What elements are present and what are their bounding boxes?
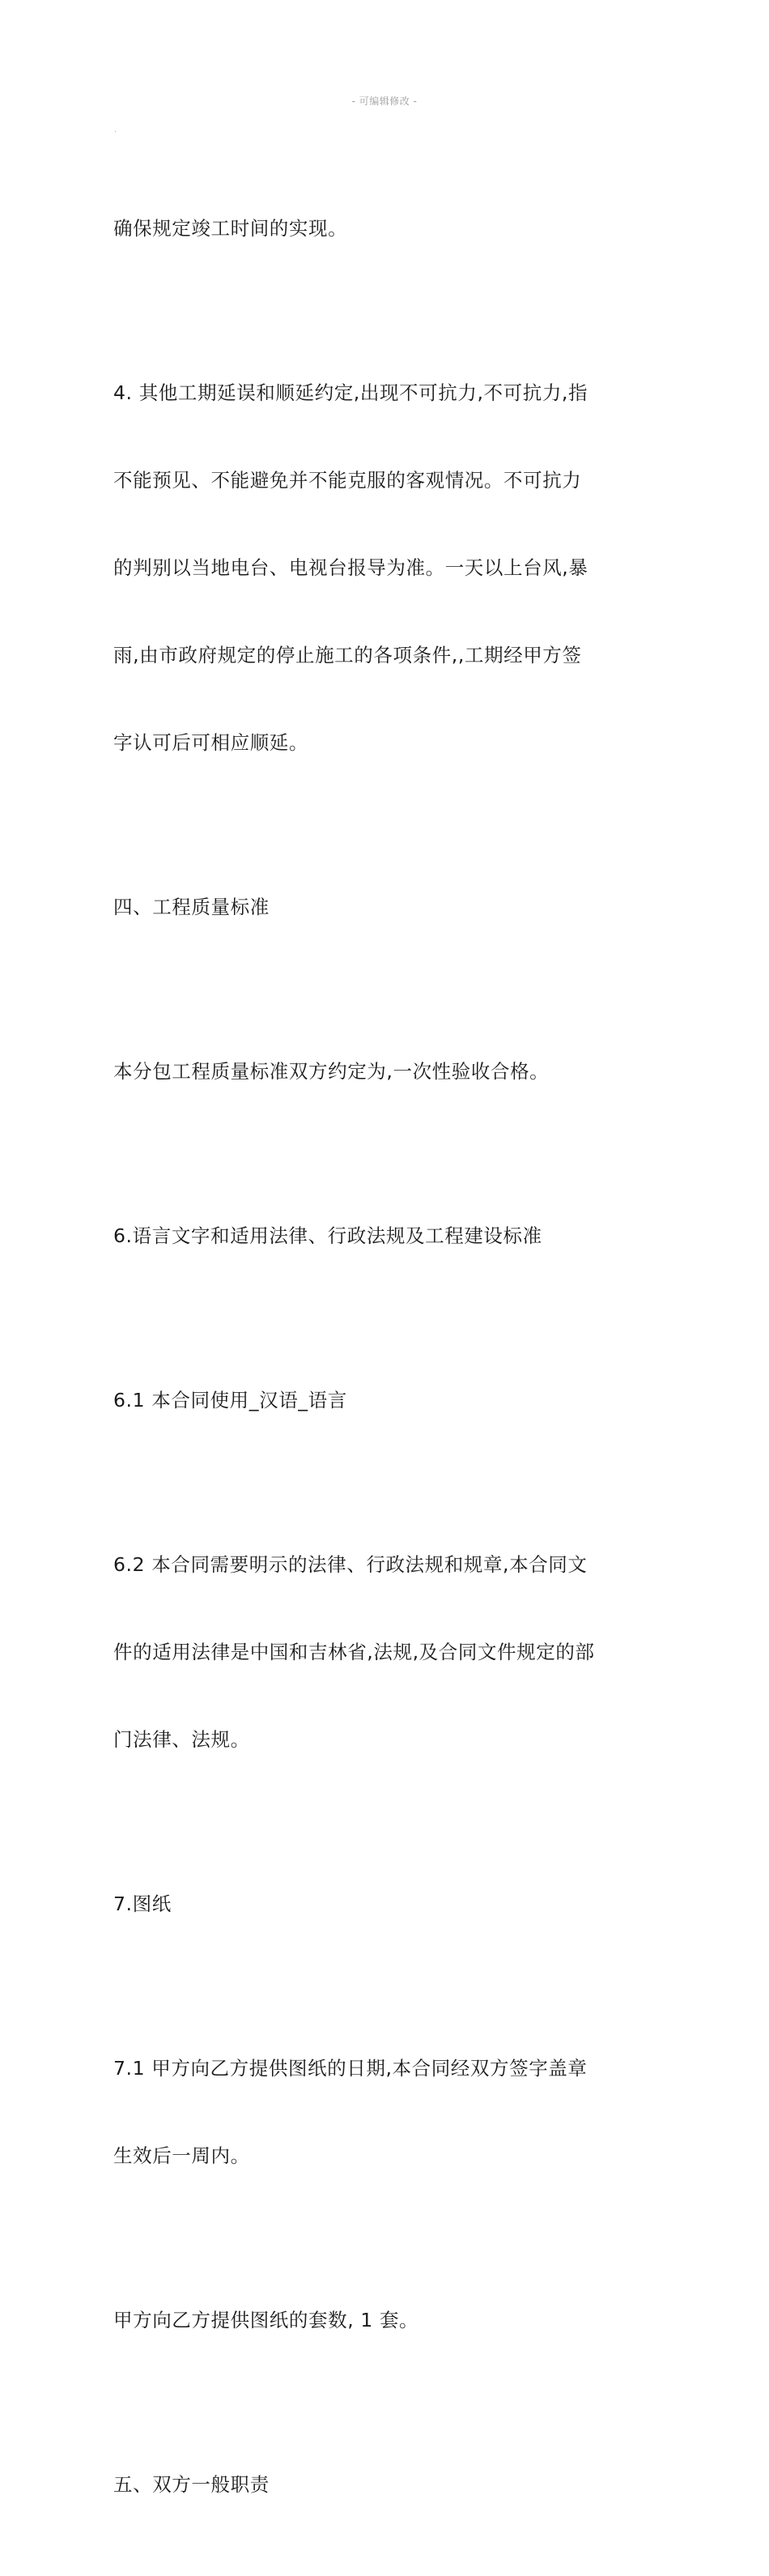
paragraph-line: 甲方向乙方提供图纸的套数, 1 套。 [113,2309,419,2331]
paragraph-line: 的判别以当地电台、电视台报导为准。一天以上台风,暴 [113,556,588,579]
header-note: - 可编辑修改 - [351,96,418,107]
paragraph-line: 四、工程质量标准 [113,896,270,918]
clause-6-2 [113,1492,664,1812]
clause-6-1 [113,1327,664,1473]
paragraph-quality-standard [113,998,664,1144]
section-heading-quality [113,834,664,980]
paragraph-line: 五、双方一般职责 [113,2473,270,2496]
paragraph-line: 4. 其他工期延误和顺延约定,出现不可抗力,不可抗力,指 [113,381,588,404]
paragraph-delay-clause [113,320,664,815]
section-heading-language-law [113,1163,664,1309]
paragraph-completion-time [113,155,664,301]
paragraph-line: 确保规定竣工时间的实现。 [113,217,348,240]
clause-7-1 [113,1995,664,2229]
header-dot: . [114,126,117,134]
paragraph-line: 7.图纸 [113,1893,172,1915]
paragraph-line: 件的适用法律是中国和吉林省,法规,及合同文件规定的部 [113,1641,595,1663]
paragraph-line: 本分包工程质量标准双方约定为,一次性验收合格。 [113,1060,550,1083]
paragraph-line: 不能预见、不能避免并不能克服的客观情况。不可抗力 [113,469,582,492]
section-heading-drawings [113,1831,664,1977]
paragraph-line: 门法律、法规。 [113,1728,250,1751]
document-body [113,155,664,2576]
paragraph-line: 6.语言文字和适用法律、行政法规及工程建设标准 [113,1224,542,1247]
section-heading-duties [113,2412,664,2557]
paragraph-line: 7.1 甲方向乙方提供图纸的日期,本合同经双方签字盖章 [113,2057,588,2080]
paragraph-line: 生效后一周内。 [113,2144,250,2167]
paragraph-line: 6.1 本合同使用_汉语_语言 [113,1389,347,1411]
paragraph-drawing-sets [113,2247,664,2393]
paragraph-line: 字认可后可相应顺延。 [113,731,308,754]
paragraph-line: 6.2 本合同需要明示的法律、行政法规和规章,本合同文 [113,1553,588,1576]
paragraph-line: 雨,由市政府规定的停止施工的各项条件,,工期经甲方签 [113,644,582,666]
